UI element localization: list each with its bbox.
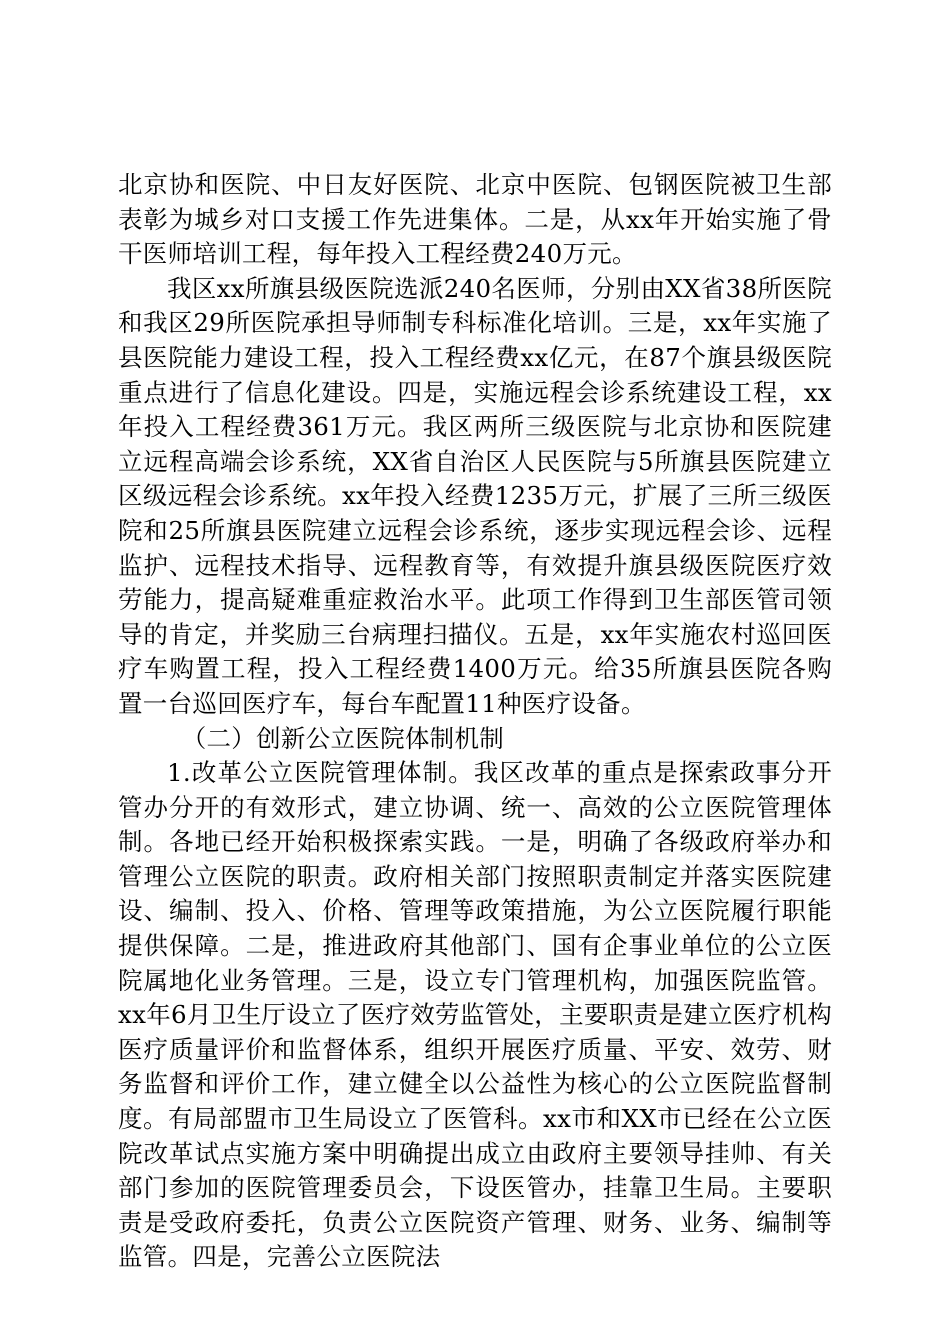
paragraph-county-hospital-projects: 我区xx所旗县级医院选派240名医师，分别由XX省38所医院和我区29所医院承担导师制专科标准化培训。三是，xx年实施了县医院能力建设工程，投入工程经费xx亿元，在87个旗县级医院重点进行了信息化建设。四是，实施远程会诊系统建设工程，xx年投入工程经费361万元。我区两所三级医院与北京协和医院建立远程高端会诊系统，XX省自治区人民医院与5所旗县医院建立区级远程会诊系统。xx年投入经费1235万元，扩展了三所三级医院和25所旗县医院建立远程会诊系统，逐步实现远程会诊、远程监护、远程技术指导、远程教育等，有效提升旗县级医院医疗效劳能力，提高疑难重症救治水平。此项工作得到卫生部医管司领导的肯定，并奖励三台病理扫描仪。五是，xx年实施农村巡回医疗车购置工程，投入工程经费1400万元。给35所旗县医院各购置一台巡回医疗车，每台车配置11种医疗设备。 [118,273,832,718]
paragraph-support-collectives: 北京协和医院、中日友好医院、北京中医院、包钢医院被卫生部表彰为城乡对口支援工作先进集体。二是，从xx年开始实施了骨干医师培训工程，每年投入工程经费240万元。 [118,170,832,269]
document-body [118,168,832,1275]
paragraph-management-reform: 1.改革公立医院管理体制。我区改革的重点是探索政事分开管办分开的有效形式，建立协调、统一、高效的公立医院管理体制。各地已经开始积极探索实践。一是，明确了各级政府举办和管理公立医院的职责。政府相关部门按照职责制定并落实医院建设、编制、投入、价格、管理等政策措施，为公立医院履行职能提供保障。二是，推进政府其他部门、国有企事业单位的公立医院属地化业务管理。三是，设立专门管理机构，加强医院监管。xx年6月卫生厅设立了医疗效劳监管处，主要职责是建立医疗机构医疗质量评价和监督体系，组织开展医疗质量、平安、效劳、财务监督和评价工作，建立健全以公益性为核心的公立医院监督制度。有局部盟市卫生局设立了医管科。xx市和XX市已经在公立医院改革试点实施方案中明确提出成立由政府主要领导挂帅、有关部门参加的医院管理委员会，下设医管办，挂靠卫生局。主要职责是受政府委托，负责公立医院资产管理、财务、业务、编制等监管。四是，完善公立医院法 [118,758,832,1272]
section-heading: （二）创新公立医院体制机制 [181,723,505,753]
